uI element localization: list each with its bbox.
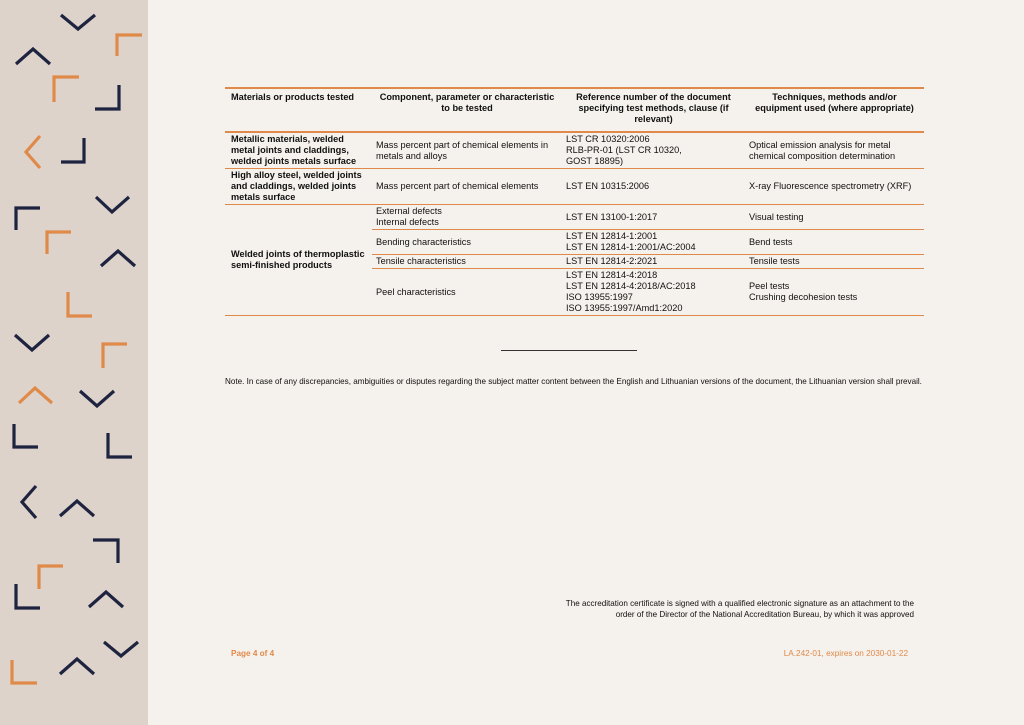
corner-icon (12, 660, 37, 683)
chevron-left-icon (26, 136, 40, 168)
component-cell: Bending characteristics (372, 230, 562, 255)
reference-cell (562, 132, 745, 169)
corner-icon (47, 232, 71, 254)
table-header-row (225, 88, 924, 132)
reference-cell (562, 269, 745, 316)
corner-icon (61, 138, 84, 162)
chevron-left-icon (22, 486, 36, 518)
corner-icon (14, 424, 38, 447)
decorative-sidebar (0, 0, 148, 725)
chevron-down-icon (80, 391, 114, 406)
corner-icon (108, 433, 132, 457)
component-cell: Peel characteristics (372, 269, 562, 316)
component-line: External defects (376, 206, 442, 216)
technique-cell: Optical emission analysis for metal chemical composition determination (745, 132, 924, 169)
chevron-up-icon (60, 501, 94, 516)
technique-cell: Visual testing (745, 205, 924, 230)
reference-line: LST EN 12814-1:2001 (566, 231, 658, 241)
component-cell (372, 205, 562, 230)
chevron-down-icon (104, 642, 138, 656)
chevron-down-icon (61, 15, 95, 29)
component-line: Internal defects (376, 217, 439, 227)
reference-line: LST EN 12814-1:2001/AC:2004 (566, 242, 696, 252)
reference-cell (562, 230, 745, 255)
column-header: Reference number of the document specifying test methods, clause (if relevant) (562, 88, 745, 132)
technique-line: Crushing decohesion tests (749, 292, 858, 302)
signature-line: order of the Director of the National Accreditation Bureau, by which it was approved (615, 609, 914, 619)
page-number: Page 4 of 4 (231, 649, 275, 658)
reference-line: RLB-PR-01 (LST CR 10320, (566, 145, 682, 155)
column-header: Techniques, methods and/or equipment used (where appropriate) (745, 88, 924, 132)
document-page (148, 0, 1024, 725)
reference-line: LST EN 12814-4:2018/AC:2018 (566, 281, 696, 291)
corner-icon (95, 85, 119, 109)
reference-line: ISO 13955:1997 (566, 292, 633, 302)
certificate-expiry: LA.242-01, expires on 2030-01-22 (783, 649, 908, 658)
chevron-down-icon (96, 197, 129, 212)
table-row (225, 132, 924, 169)
corner-icon (93, 540, 118, 563)
reference-line: LST EN 12814-4:2018 (566, 270, 658, 280)
chevron-up-icon (19, 388, 52, 403)
accreditation-scope-table (225, 87, 924, 316)
corner-icon (68, 292, 92, 316)
corner-icon (16, 208, 40, 230)
corner-icon (16, 584, 40, 608)
technique-line: Peel tests (749, 281, 790, 291)
column-header: Component, parameter or characteristic to be tested (372, 88, 562, 132)
technique-cell (745, 269, 924, 316)
material-cell: Metallic materials, welded metal joints and claddings, welded joints metals surface (225, 132, 372, 169)
technique-cell: Tensile tests (745, 255, 924, 269)
material-cell: High alloy steel, welded joints and claddings, welded joints metals surface (225, 169, 372, 205)
chevron-down-icon (15, 335, 49, 350)
note-text: Note. In case of any discrepancies, ambiguities or disputes regarding the subject matter content between the English and Lithuanian versions of the document, the Lithuanian version shall prevail. (225, 377, 922, 386)
chevron-up-icon (101, 251, 135, 266)
reference-line: ISO 13955:1997/Amd1:2020 (566, 303, 683, 313)
component-cell: Tensile characteristics (372, 255, 562, 269)
table-row (225, 169, 924, 205)
material-cell: Welded joints of thermoplastic semi-finished products (225, 205, 372, 316)
corner-icon (39, 566, 63, 589)
reference-cell: LST EN 12814-2:2021 (562, 255, 745, 269)
chevron-up-icon (16, 49, 50, 64)
reference-cell: LST EN 13100-1:2017 (562, 205, 745, 230)
reference-cell: LST EN 10315:2006 (562, 169, 745, 205)
chevron-pattern (0, 0, 148, 725)
component-cell: Mass percent part of chemical elements in metals and alloys (372, 132, 562, 169)
corner-icon (117, 35, 142, 56)
component-cell: Mass percent part of chemical elements (372, 169, 562, 205)
corner-icon (103, 344, 127, 368)
signature-notice (488, 599, 914, 620)
reference-line: GOST 18895) (566, 156, 624, 166)
chevron-up-icon (89, 592, 123, 607)
table-row (225, 205, 924, 230)
technique-cell: Bend tests (745, 230, 924, 255)
chevron-up-icon (60, 659, 94, 674)
technique-cell: X-ray Fluorescence spectrometry (XRF) (745, 169, 924, 205)
divider-line (501, 350, 637, 351)
column-header: Materials or products tested (225, 88, 372, 132)
signature-line: The accreditation certificate is signed with a qualified electronic signature as an attachment to the (565, 599, 914, 608)
corner-icon (54, 77, 79, 102)
reference-line: LST CR 10320:2006 (566, 134, 650, 144)
